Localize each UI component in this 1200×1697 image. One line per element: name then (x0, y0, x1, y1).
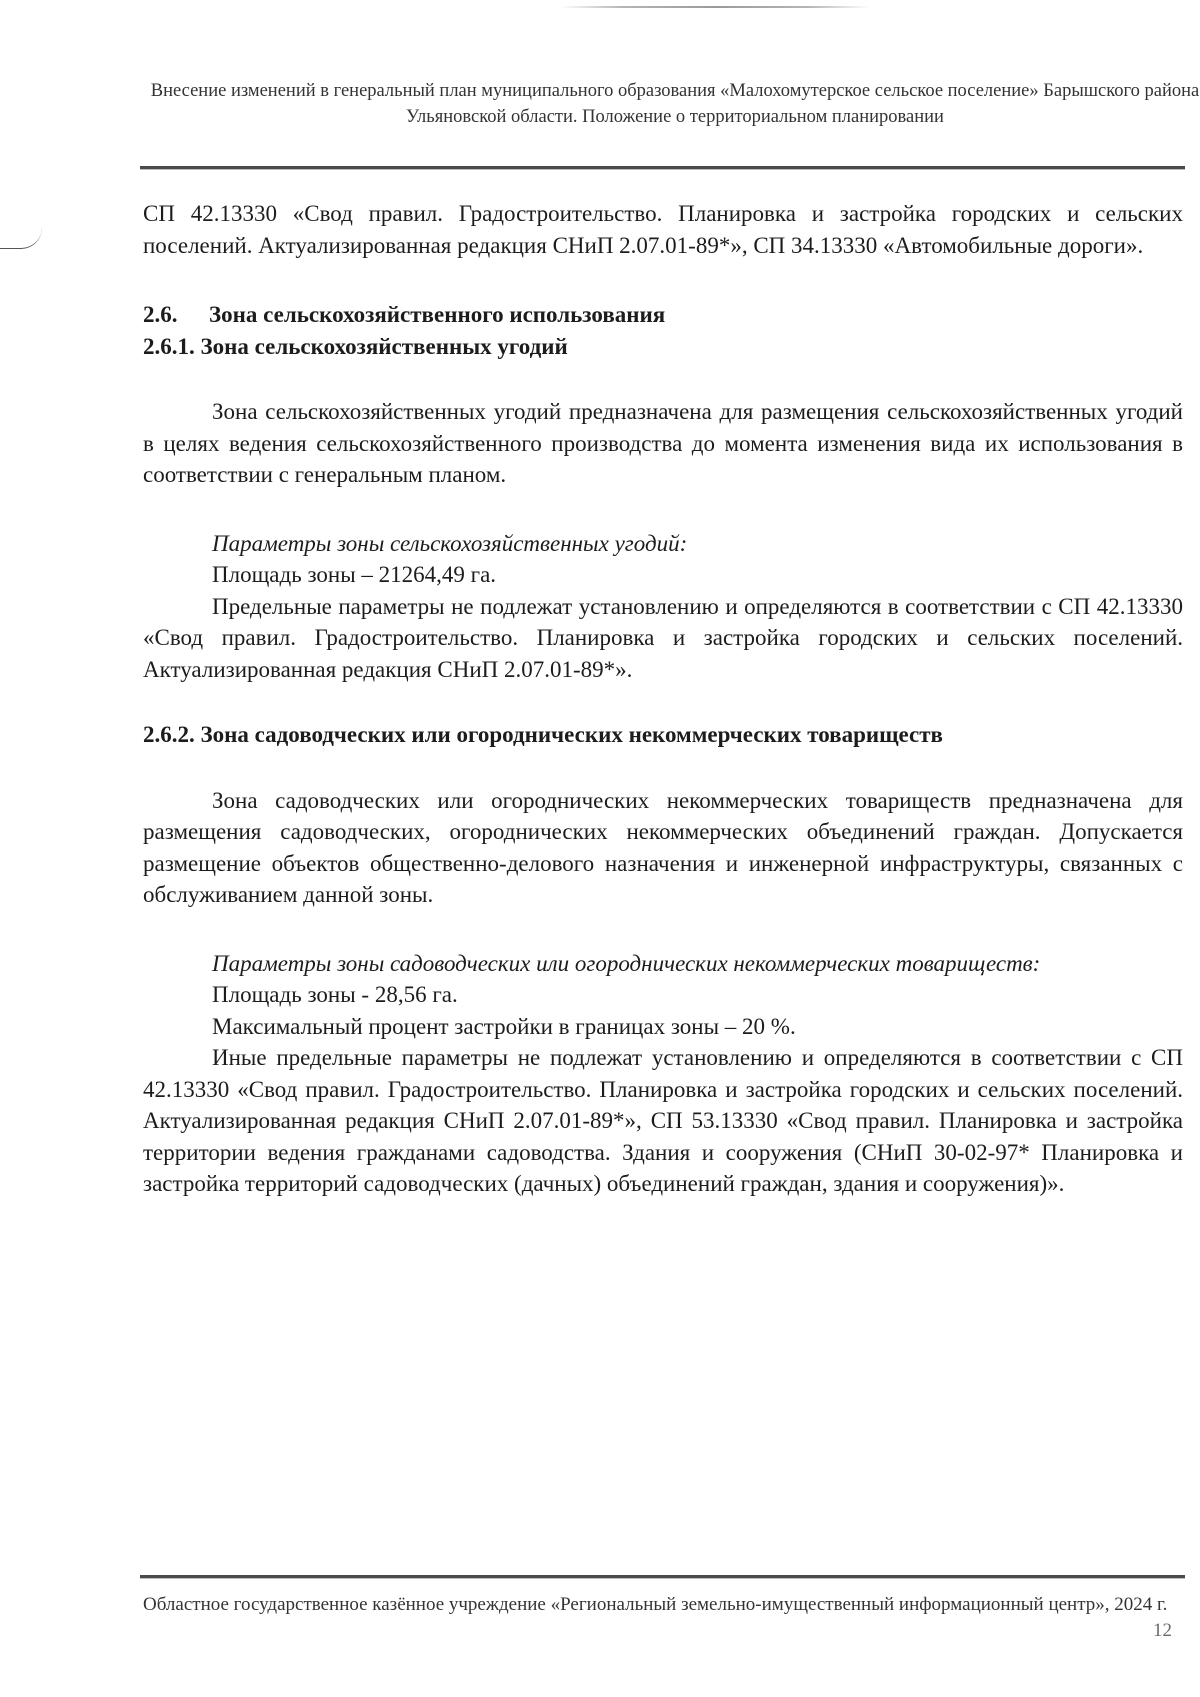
section-2-6-2-max-build: Максимальный процент застройки в границах зоны – 20 %. (212, 1013, 796, 1039)
section-2-6-2-area: Площадь зоны - 28,56 га. (212, 982, 458, 1007)
section-2-6-1-description: Зона сельскохозяйственных угодий предназначена для размещения сельскохозяйственных угодий в целях ведения сельскохозяйственного производства до момента изменения вида их использования в соответствии с генеральным планом. (143, 399, 1183, 487)
section-2-6-2-heading: 2.6.2. Зона садоводческих или огороднических некоммерческих товариществ (143, 722, 943, 747)
section-2-6-1-heading: 2.6.1. Зона сельскохозяйственных угодий (143, 333, 568, 359)
scan-artifact-left (0, 228, 42, 249)
section-2-6-1-params-heading: Параметры зоны сельскохозяйственных угодий: (212, 530, 688, 556)
section-2-6-2-limits: Иные предельные параметры не подлежат установлению и определяются в соответствии с СП 42.13330 «Свод правил. Градостроительство. Планировка и застройка городских и сельских поселений. Актуализированная редакция СНиП 2.07.01-89*», СП 53.13330 «Свод правил. Планировка и застройка территории ведения гражданами садоводства. Здания и сооружения (СНиП 30-02-97* Планировка и застройка территорий садоводческих (дачных) объединений граждан, здания и сооружения)». (143, 1045, 1183, 1196)
section-2-6-heading (143, 299, 1183, 331)
section-2-6-number: 2.6. (143, 302, 178, 327)
running-footer: Областное государственное казённое учреждение «Региональный земельно-имущественный информационный центр», 2024 г. (143, 1594, 1168, 1615)
page-number: 12 (1153, 1620, 1172, 1641)
intro-paragraph: СП 42.13330 «Свод правил. Градостроительство. Планировка и застройка городских и сельских поселений. Актуализированная редакция СНиП 2.07.01-89*», СП 34.13330 «Автомобильные дороги». (143, 201, 1183, 258)
section-2-6-1-limits: Предельные параметры не подлежат установлению и определяются в соответствии с СП 42.13330 «Свод правил. Градостроительство. Планировка и застройка городских и сельских поселений. Актуализированная редакция СНиП 2.07.01-89*». (143, 593, 1183, 682)
section-2-6-2-params-heading: Параметры зоны садоводческих или огороднических некоммерческих товариществ: (212, 950, 1041, 976)
section-2-6-2-description: Зона садоводческих или огороднических некоммерческих товариществ предназначена для размещения садоводческих, огороднических некоммерческих объединений граждан. Допускается размещение объектов общественно-делового назначения и инженерной инфраструктуры, связанных с обслуживанием данной зоны. (143, 787, 1183, 907)
header-rule (140, 166, 1185, 169)
page-body (143, 198, 1183, 1200)
scan-artifact-top (560, 6, 870, 8)
section-2-6-1-area: Площадь зоны – 21264,49 га. (212, 562, 497, 587)
footer-rule (140, 1575, 1185, 1578)
section-2-6-title: Зона сельскохозяйственного использования (209, 302, 666, 327)
running-header: Внесение изменений в генеральный план муниципального образования «Малохомутерское сельское поселение» Барышского района Ульяновской области. Положение о территориальном планировании (150, 81, 1200, 128)
